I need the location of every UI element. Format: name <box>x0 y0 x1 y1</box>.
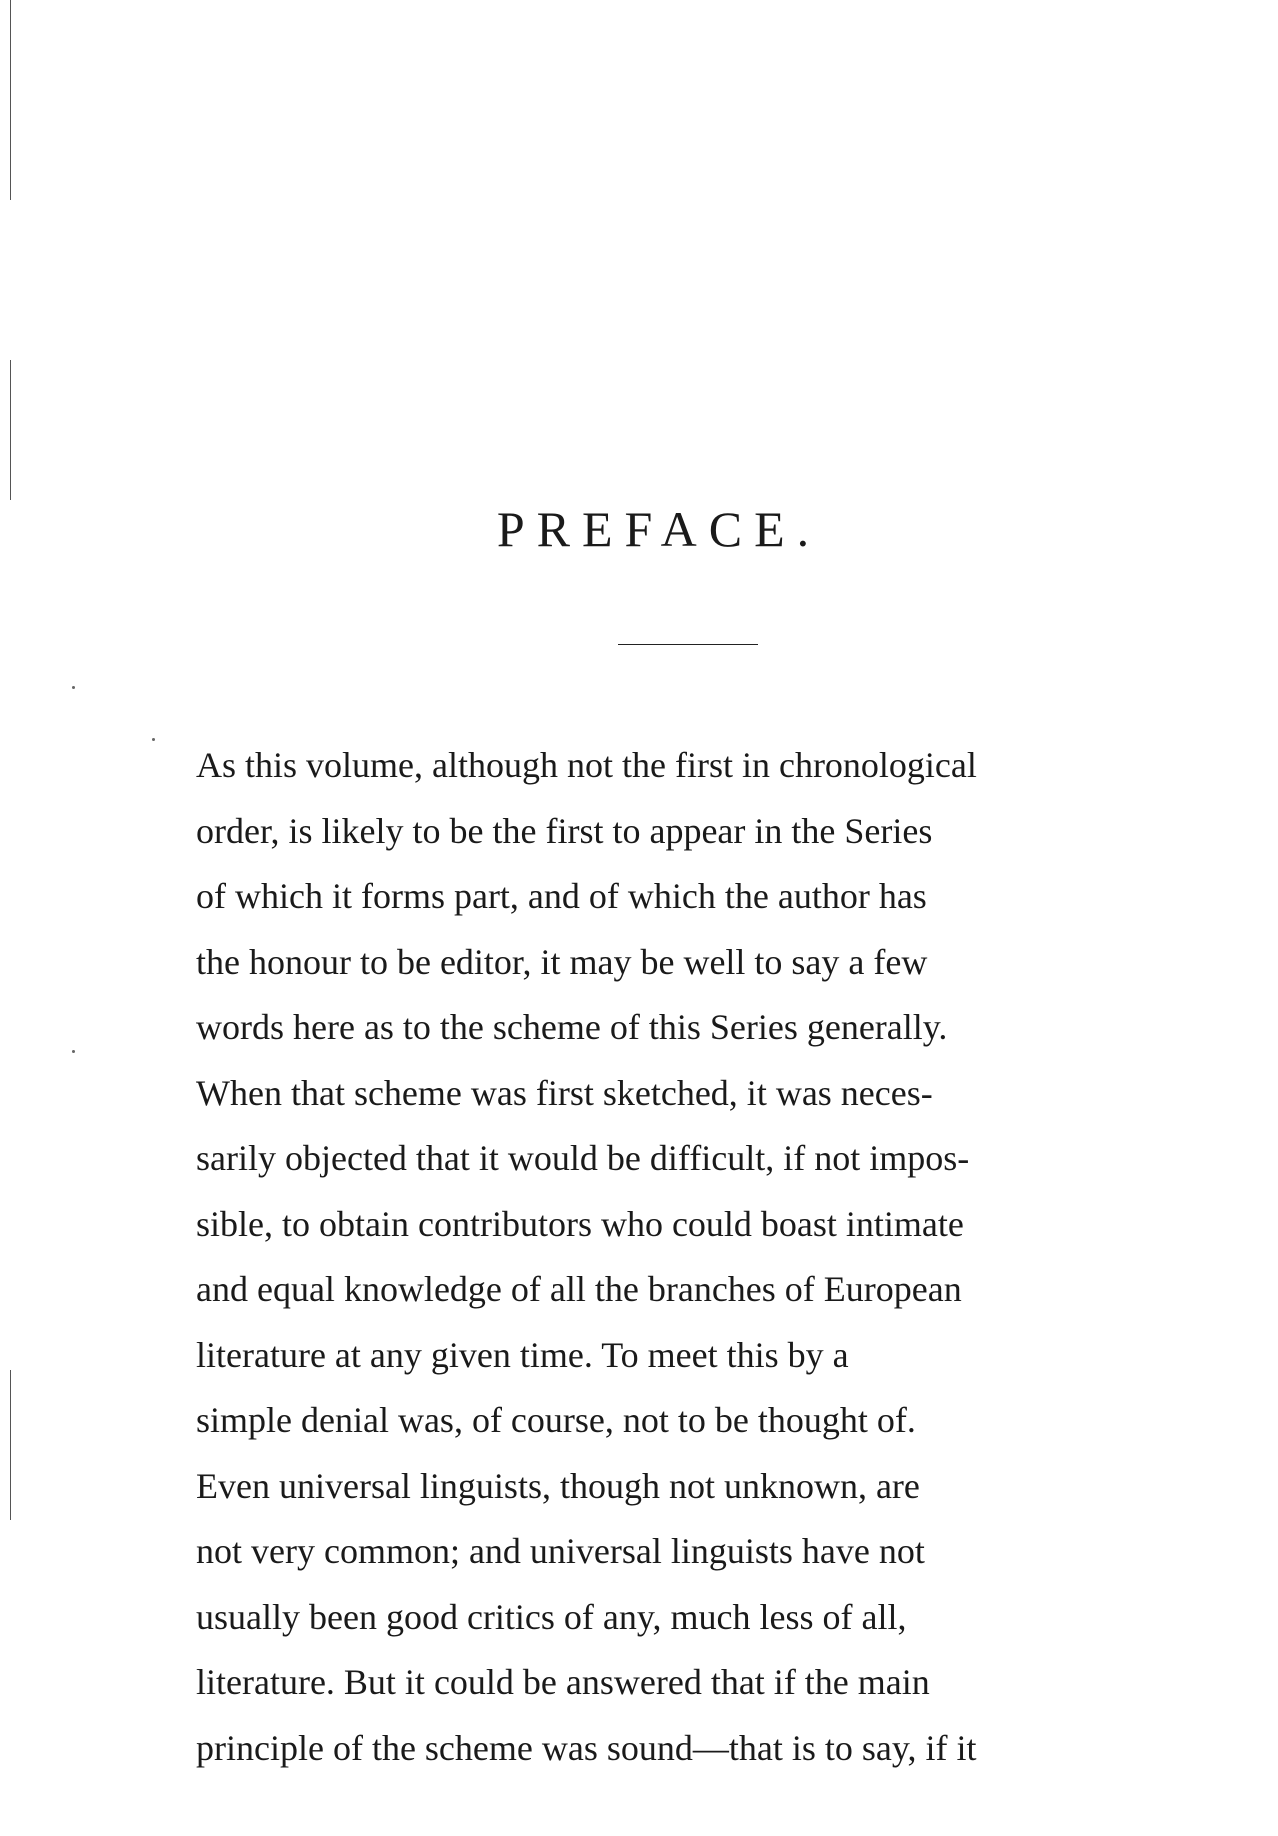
text-line: sarily objected that it would be difficult, if not impos- <box>196 1138 970 1178</box>
scan-edge-mark <box>10 0 11 200</box>
text-line: When that scheme was first sketched, it was neces- <box>196 1072 933 1113</box>
text-line: order, is likely to be the first to appear in the Series <box>196 810 933 851</box>
text-line: words here as to the scheme of this Series generally. <box>196 1007 948 1047</box>
text-line: principle of the scheme was sound—that is to say, if it <box>196 1727 977 1768</box>
scan-speck <box>72 686 75 689</box>
text-line: Even universal linguists, though not unknown, are <box>196 1465 920 1506</box>
text-line: and equal knowledge of all the branches of European <box>196 1269 962 1309</box>
text-line: simple denial was, of course, not to be thought of. <box>196 1400 916 1440</box>
scan-speck <box>72 1050 75 1053</box>
text-line: literature. But it could be answered that if the main <box>196 1662 930 1702</box>
text-line: not very common; and universal linguists have not <box>196 1531 925 1571</box>
text-line: As this volume, although not the first in chronological <box>196 745 977 785</box>
title-divider <box>618 644 758 645</box>
scan-edge-mark <box>10 360 11 500</box>
page-title: PREFACE. <box>496 501 822 557</box>
text-line: usually been good critics of any, much less of all, <box>196 1596 907 1637</box>
scan-edge-mark <box>10 1370 11 1520</box>
text-line: the honour to be editor, it may be well to say a few <box>196 941 928 982</box>
text-line: sible, to obtain contributors who could boast intimate <box>196 1203 964 1244</box>
text-line: literature at any given time. To meet this by a <box>196 1334 849 1375</box>
text-line: of which it forms part, and of which the author has <box>196 876 927 916</box>
preface-body <box>196 733 1182 1781</box>
scan-speck <box>152 738 155 741</box>
